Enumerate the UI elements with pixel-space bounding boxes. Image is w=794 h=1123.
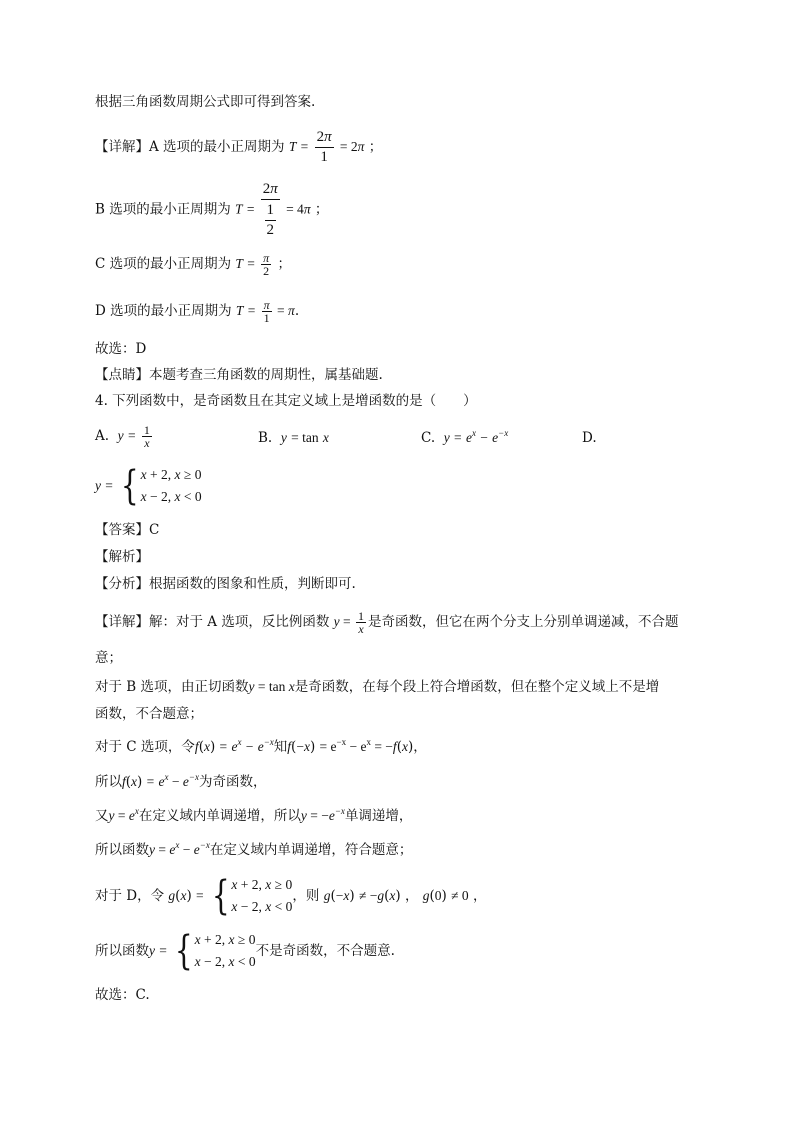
option-a: A. y = $\frac{1}{x}$: [95, 423, 150, 450]
answer-line: 【答案】C: [95, 522, 160, 538]
question-4: 4. 下列函数中，是奇函数且在其定义域上是增函数的是（ ）: [95, 393, 477, 409]
detail-d-line: D 选项的最小正周期为 T = $\frac{\pi}{1}$ = π.: [95, 298, 300, 325]
detail-a-line: 【详解】A 选项的最小正周期为 T = $\frac{2\pi}{1}$ = 2π ；: [95, 129, 383, 165]
choice-d-line: 故选：D: [95, 341, 147, 357]
detail-c-line: C 选项的最小正周期为 T = $\frac{\pi}{2}$ ；: [95, 251, 291, 278]
option-d-function: y = { x + 2, x ≥ 0 x − 2, x < 0: [95, 463, 202, 509]
analysis-line: 【分析】根据函数的图象和性质，判断即可.: [95, 576, 356, 592]
solution-c-line-2: 所以$f(x) = e^x - e^{-x}$为奇函数，: [95, 772, 267, 790]
hint-line: 根据三角函数周期公式即可得到答案.: [95, 94, 316, 110]
solution-heading: 【详解】: [95, 614, 149, 630]
solution-a-line-2: 意；: [95, 650, 122, 666]
detail-heading: 【详解】: [95, 139, 149, 155]
solution-b-line-2: 函数，不合题意；: [95, 706, 203, 722]
analysis-heading: 【解析】: [95, 549, 149, 565]
solution-c-line-4: 所以函数$y = e^x - e^{-x}$在定义域内单调递增，符合题意；: [95, 840, 413, 858]
remark-line: 【点睛】本题考查三角函数的周期性，属基础题.: [95, 367, 383, 383]
solution-b-line: 对于 B 选项，由正切函数y = tan x是奇函数，在每个段上符合增函数，但在整个定义域上不是增: [95, 679, 660, 695]
solution-d-line-2: 所以函数 y = { x + 2, x ≥ 0 x − 2, x < 0 不是奇函数，不合题意.: [95, 928, 395, 974]
answer-heading: 【答案】: [95, 522, 149, 538]
option-b: B. y = tan x: [258, 430, 329, 446]
solution-c-line: 对于 C 选项，令$f(x) = e^x - e^{-x}$知$f(-x) = e^{-x} - e^x = -f(x)$，: [95, 737, 427, 755]
remark-heading: 【点睛】: [95, 367, 149, 383]
solution-a-line: 【详解】解：对于 A 选项，反比例函数 y = $\frac{1}{x}$ 是奇函数，但它在两个分支上分别单调递减，不合题: [95, 609, 679, 636]
solution-d-line: 对于 D，令 g ( x ) = { x + 2, x ≥ 0 x − 2, x < 0 ，则 g ( − x ) ≠ − g ( x ) ， g ( 0 ) ≠ 0 ，: [95, 873, 487, 919]
analysis-subheading: 【分析】: [95, 576, 149, 592]
final-answer-line: 故选：C.: [95, 987, 150, 1003]
option-d: D.: [582, 430, 597, 446]
detail-b-line: B 选项的最小正周期为 T = $\frac{2\pi}{\frac{1}{2}}$ = 4π ；: [95, 181, 329, 238]
option-c: C. $y = e^x - e^{-x}$: [421, 428, 509, 446]
solution-c-line-3: 又$y = e^x$在定义域内单调递增，所以$y = -e^{-x}$单调递增，: [95, 806, 413, 824]
